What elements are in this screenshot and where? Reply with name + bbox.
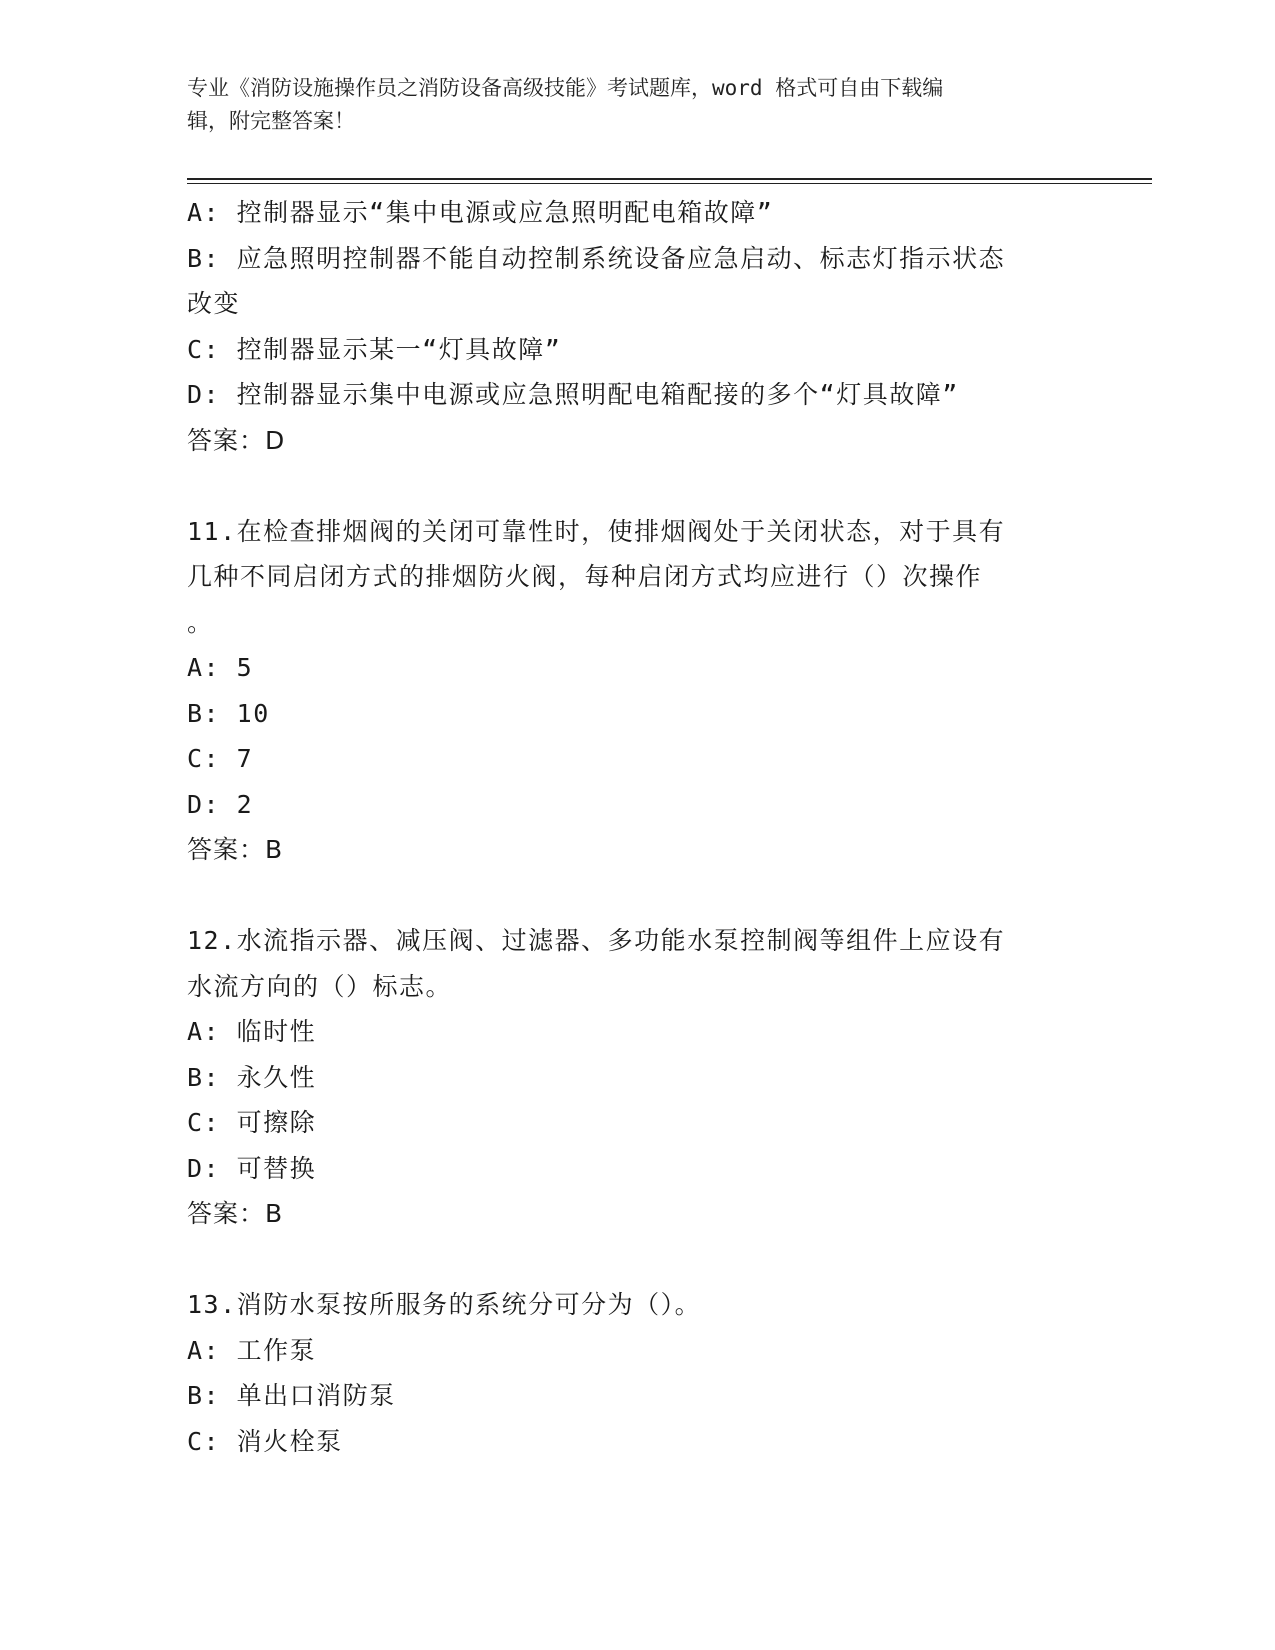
option-d: D: 2 bbox=[187, 789, 254, 819]
question-13 bbox=[187, 1282, 1087, 1464]
option-b: B: 应急照明控制器不能自动控制系统设备应急启动、标志灯指示状态 bbox=[187, 243, 1006, 273]
question-stem: 几种不同启闭方式的排烟防火阀，每种启闭方式均应进行（）次操作 bbox=[187, 562, 983, 591]
header-line-1: 专业《消防设施操作员之消防设备高级技能》考试题库，word 格式可自由下载编 bbox=[187, 76, 944, 100]
option-b: B: 永久性 bbox=[187, 1062, 317, 1092]
question-stem: 11.在检查排烟阀的关闭可靠性时，使排烟阀处于关闭状态，对于具有 bbox=[187, 516, 1006, 546]
document-body bbox=[187, 190, 1087, 1464]
option-c: C: 可擦除 bbox=[187, 1108, 317, 1137]
option-a: A: 5 bbox=[187, 653, 254, 682]
answer: 答案：B bbox=[187, 835, 284, 864]
option-c: C: 7 bbox=[187, 744, 254, 773]
question-stem: 水流方向的（）标志。 bbox=[187, 971, 453, 1001]
option-b: B: 10 bbox=[187, 698, 270, 728]
question-12 bbox=[187, 918, 1087, 1237]
question-11 bbox=[187, 509, 1087, 873]
question-stem: 12.水流指示器、减压阀、过滤器、多功能水泵控制阀等组件上应设有 bbox=[187, 926, 1006, 955]
option-a: A: 控制器显示“集中电源或应急照明配电箱故障” bbox=[187, 198, 774, 227]
header-rule-thin bbox=[187, 183, 1152, 184]
answer: 答案：B bbox=[187, 1199, 284, 1228]
option-b: B: 单出口消防泵 bbox=[187, 1381, 396, 1410]
option-b-cont: 改变 bbox=[187, 289, 241, 318]
question-10 bbox=[187, 190, 1087, 463]
header-rule-thick bbox=[187, 178, 1152, 180]
option-d: D: 可替换 bbox=[187, 1153, 317, 1183]
option-d: D: 控制器显示集中电源或应急照明配电箱配接的多个“灯具故障” bbox=[187, 380, 959, 409]
question-stem: 。 bbox=[187, 607, 214, 637]
question-stem: 13.消防水泵按所服务的系统分可分为（）。 bbox=[187, 1290, 702, 1319]
option-a: A: 工作泵 bbox=[187, 1335, 317, 1365]
page-header bbox=[187, 72, 1067, 138]
option-c: C: 控制器显示某一“灯具故障” bbox=[187, 334, 562, 364]
option-a: A: 临时性 bbox=[187, 1017, 317, 1046]
header-line-2: 辑，附完整答案！ bbox=[187, 109, 355, 133]
option-c: C: 消火栓泵 bbox=[187, 1426, 343, 1456]
answer: 答案：D bbox=[187, 425, 286, 455]
